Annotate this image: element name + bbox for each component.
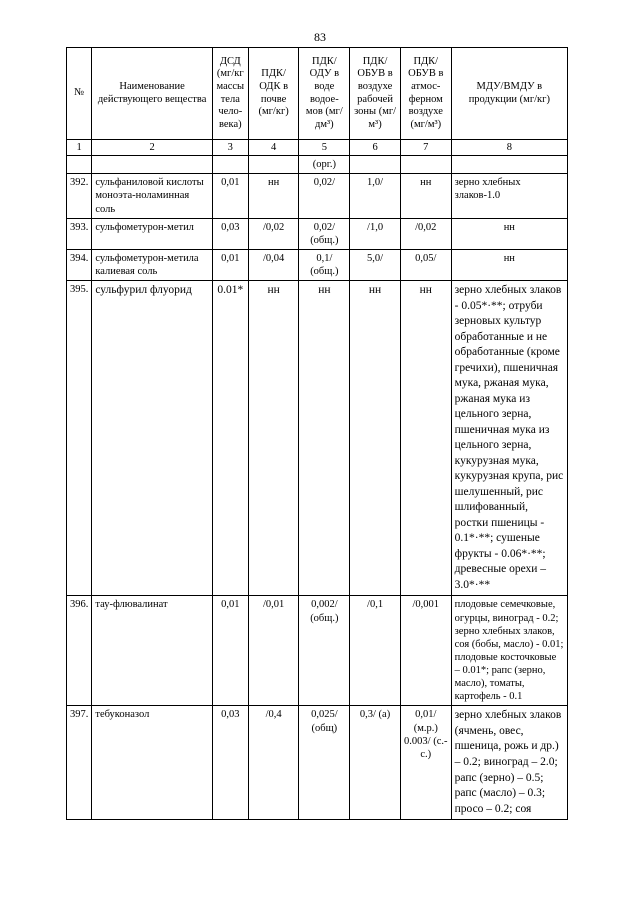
cell-name: сульфометурон-метила калиевая соль [92, 249, 212, 280]
cell-odk: нн [248, 281, 299, 596]
cell-odk: нн [248, 174, 299, 218]
header-odk: ПДК/ ОДК в почве (мг/кг) [248, 48, 299, 140]
column-number-row [67, 140, 568, 156]
page-number: 83 [314, 30, 326, 44]
cell-num: 396. [67, 596, 92, 706]
cell-num: 397. [67, 706, 92, 820]
cell-name: тау-флювалинат [92, 596, 212, 706]
cell-odu: 0,025/ (общ) [299, 706, 350, 820]
header-obuv-work: ПДК/ ОБУВ в воздухе рабочей зоны (мг/м³) [350, 48, 401, 140]
cell-obuv-atm: нн [400, 281, 451, 596]
cell-odu: 0,02/ [299, 174, 350, 218]
column-number: 6 [350, 140, 401, 156]
table-row [67, 218, 568, 249]
column-number: 4 [248, 140, 299, 156]
column-number: 2 [92, 140, 212, 156]
cell-dsd: 0.01* [212, 281, 248, 596]
cell-mdu: зерно хлебных злаков-1.0 [451, 174, 567, 218]
header-name: Наименование действующего вещества [92, 48, 212, 140]
cell-dsd: 0,01 [212, 596, 248, 706]
table-row [67, 706, 568, 820]
cell-obuv-atm: нн [400, 174, 451, 218]
column-number: 7 [400, 140, 451, 156]
cell-mdu: зерно хлебных злаков (ячмень, овес, пшеница, рожь и др.) – 0.2; виноград – 2.0; рапс (зерно) – 0.5; рапс (масло) – 0.3; просо – 0.2; соя [451, 706, 567, 820]
cell-obuv-work: нн [350, 281, 401, 596]
cell-num: 394. [67, 249, 92, 280]
cell-odk: /0,04 [248, 249, 299, 280]
header-num: № [67, 48, 92, 140]
cell-obuv-work: /1,0 [350, 218, 401, 249]
table-row [67, 596, 568, 706]
cell-obuv-work: 1,0/ [350, 174, 401, 218]
cell-mdu: нн [451, 218, 567, 249]
cell-mdu: плодовые семечковые, огурцы, виноград - 0.2; зерно хлебных злаков, соя (бобы, масло) - 0.01; плодовые косточковые – 0.01*; рапс (зерно, масло), томаты, картофель - 0.1 [451, 596, 567, 706]
cell-dsd: 0,01 [212, 174, 248, 218]
cell-dsd: 0,01 [212, 249, 248, 280]
column-number: 3 [212, 140, 248, 156]
table-row [67, 249, 568, 280]
pesticide-table [66, 47, 568, 820]
column-number: 1 [67, 140, 92, 156]
column-number: 8 [451, 140, 567, 156]
cell-name: тебуконазол [92, 706, 212, 820]
header-row [67, 48, 568, 140]
cell-mdu: нн [451, 249, 567, 280]
cell-obuv-work: /0,1 [350, 596, 401, 706]
header-mdu: МДУ/ВМДУ в продукции (мг/кг) [451, 48, 567, 140]
cell-dsd: 0,03 [212, 218, 248, 249]
header-odu: ПДК/ ОДУ в воде водое-мов (мг/дм³) [299, 48, 350, 140]
cell-mdu: зерно хлебных злаков - 0.05*·**; отруби зерновых культур обработанные и не обработанные (кроме гречихи), пшеничная мука, ржаная мука, ржаная мука из цельного зерна, пшеничная мука из цельного зерна, кукурузная мука, кукурузная крупа, рис шелушенный, рис шлифованный, ростки пшеницы - 0.1*·**; сушеные фрукты - 0.06*·**; древесные орехи – 3.0*·** [451, 281, 567, 596]
cell-name: сульфаниловой кислоты моноэта-ноламинная соль [92, 174, 212, 218]
cell-odu: 0,002/ (общ.) [299, 596, 350, 706]
cell-obuv-work: 5,0/ [350, 249, 401, 280]
header-obuv-atm: ПДК/ ОБУВ в атмос-ферном воздухе (мг/м³) [400, 48, 451, 140]
cell-odk: /0,02 [248, 218, 299, 249]
table-row [67, 281, 568, 596]
header-dsd: ДСД (мг/кг массы тела чело-века) [212, 48, 248, 140]
cell-obuv-atm: 0,01/ (м.р.) 0.003/ (с.-с.) [400, 706, 451, 820]
cell-dsd: 0,03 [212, 706, 248, 820]
cell-obuv-atm: /0,001 [400, 596, 451, 706]
cell-odk: /0,01 [248, 596, 299, 706]
cell-num: 393. [67, 218, 92, 249]
cell-odu: 0,1/ (общ.) [299, 249, 350, 280]
table-row [67, 174, 568, 218]
cell-name: сульфурил флуорид [92, 281, 212, 596]
cell-num: 395. [67, 281, 92, 596]
cell-obuv-atm: /0,02 [400, 218, 451, 249]
cell-odk: /0,4 [248, 706, 299, 820]
cell-odu: (орг.) [299, 156, 350, 174]
cell-obuv-atm: 0,05/ [400, 249, 451, 280]
cell-name: сульфометурон-метил [92, 218, 212, 249]
cell-num: 392. [67, 174, 92, 218]
continuation-row [67, 156, 568, 174]
cell-odu: нн [299, 281, 350, 596]
cell-obuv-work: 0,3/ (а) [350, 706, 401, 820]
cell-odu: 0,02/ (общ.) [299, 218, 350, 249]
column-number: 5 [299, 140, 350, 156]
